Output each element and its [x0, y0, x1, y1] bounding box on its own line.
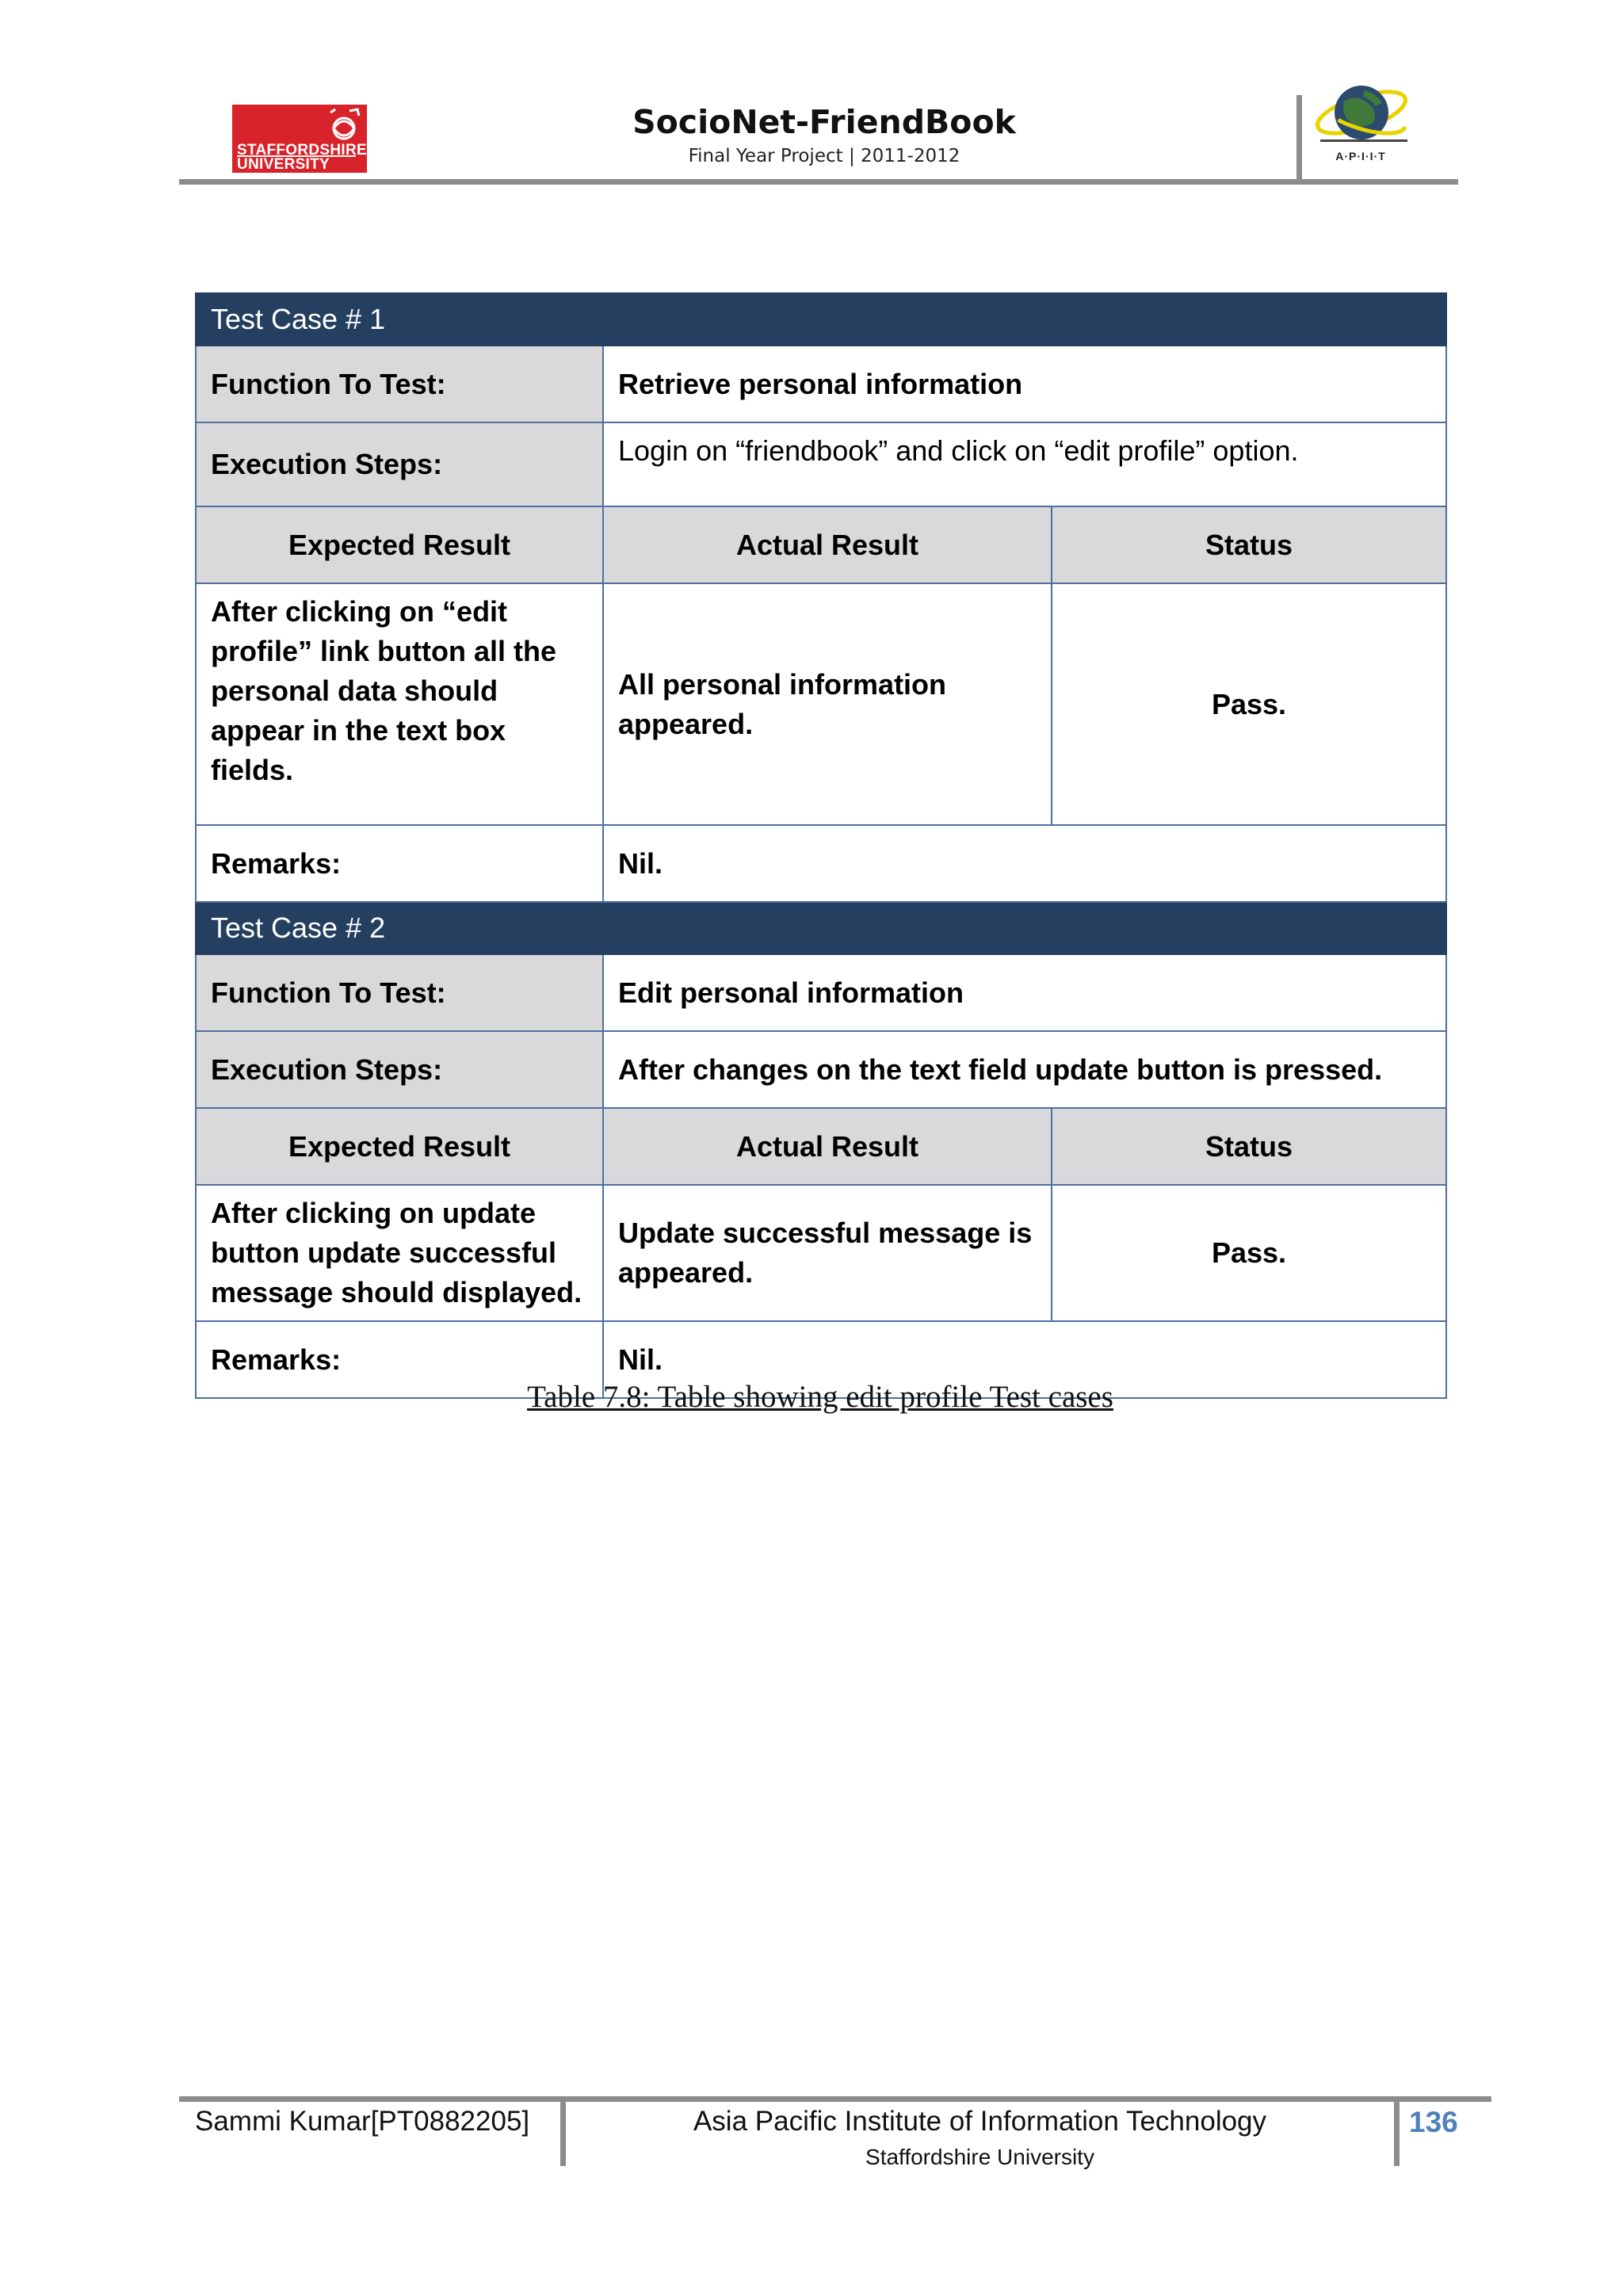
footer-university: Staffordshire University: [865, 2145, 1094, 2169]
remarks-value: Nil.: [603, 825, 1446, 902]
test-case-1-header-row: [196, 293, 1446, 346]
test-case-1-column-head-row: [196, 506, 1446, 583]
test-case-2-function-row: [196, 954, 1446, 1031]
steps-value: After changes on the text field update button is pressed.: [603, 1031, 1446, 1108]
page-number: 136: [1409, 2106, 1458, 2138]
test-case-table: [195, 292, 1447, 1399]
knot-crest-icon: [326, 108, 362, 143]
actual-result-head: Actual Result: [603, 506, 1052, 583]
test-case-1-function-row: [196, 346, 1446, 422]
status-value: Pass.: [1052, 583, 1446, 825]
test-case-2-column-head-row: [196, 1108, 1446, 1185]
expected-result: After clicking on “edit profile” link button all the personal data should appear in the text box fields.: [196, 583, 603, 825]
footer-author: Sammi Kumar[PT0882205]: [195, 2106, 530, 2137]
test-case-1-result-row: [196, 583, 1446, 825]
expected-result: After clicking on update button update successful message should displayed.: [196, 1185, 603, 1321]
test-case-2-header: Test Case # 2: [196, 902, 1446, 954]
document-title: SocioNet-FriendBook: [632, 103, 1016, 141]
actual-result-head: Actual Result: [603, 1108, 1052, 1185]
footer-rule: [179, 2096, 1491, 2102]
function-label: Function To Test:: [196, 346, 603, 422]
remarks-value: Nil.: [603, 1321, 1446, 1398]
document-subtitle: Final Year Project | 2011-2012: [688, 146, 960, 166]
logo-text-line1: STAFFORDSHIRE: [237, 142, 367, 159]
actual-result: All personal information appeared.: [603, 583, 1052, 825]
remarks-label: Remarks:: [196, 1321, 603, 1398]
test-case-1-steps-row: [196, 422, 1446, 506]
test-case-2-header-row: [196, 902, 1446, 954]
status-head: Status: [1052, 506, 1446, 583]
header-rule: [179, 179, 1458, 185]
actual-result: Update successful message is appeared.: [603, 1185, 1052, 1321]
steps-label: Execution Steps:: [196, 422, 603, 506]
expected-result-head: Expected Result: [196, 506, 603, 583]
test-case-1-remarks-row: [196, 825, 1446, 902]
footer-separator-1: [560, 2096, 566, 2166]
apiit-logo-text: A·P·I·I·T: [1335, 150, 1386, 162]
steps-value: Login on “friendbook” and click on “edit profile” option.: [603, 422, 1446, 506]
status-value: Pass.: [1052, 1185, 1446, 1321]
page-header: [0, 0, 1623, 190]
test-case-1-header: Test Case # 1: [196, 293, 1446, 346]
steps-label: Execution Steps:: [196, 1031, 603, 1108]
footer-separator-2: [1394, 2096, 1400, 2166]
function-value: Retrieve personal information: [603, 346, 1446, 422]
status-head: Status: [1052, 1108, 1446, 1185]
logo-text-line2: UNIVERSITY: [237, 155, 356, 173]
table-caption: Table 7.8: Table showing edit profile Test cases: [527, 1380, 1113, 1414]
function-label: Function To Test:: [196, 954, 603, 1031]
test-case-2-result-row: [196, 1185, 1446, 1321]
remarks-label: Remarks:: [196, 825, 603, 902]
header-separator: [1296, 95, 1302, 182]
test-case-2-steps-row: [196, 1031, 1446, 1108]
expected-result-head: Expected Result: [196, 1108, 603, 1185]
function-value: Edit personal information: [603, 954, 1446, 1031]
staffordshire-university-logo: [232, 105, 367, 173]
footer-institution: Asia Pacific Institute of Information Technology: [693, 2106, 1267, 2137]
